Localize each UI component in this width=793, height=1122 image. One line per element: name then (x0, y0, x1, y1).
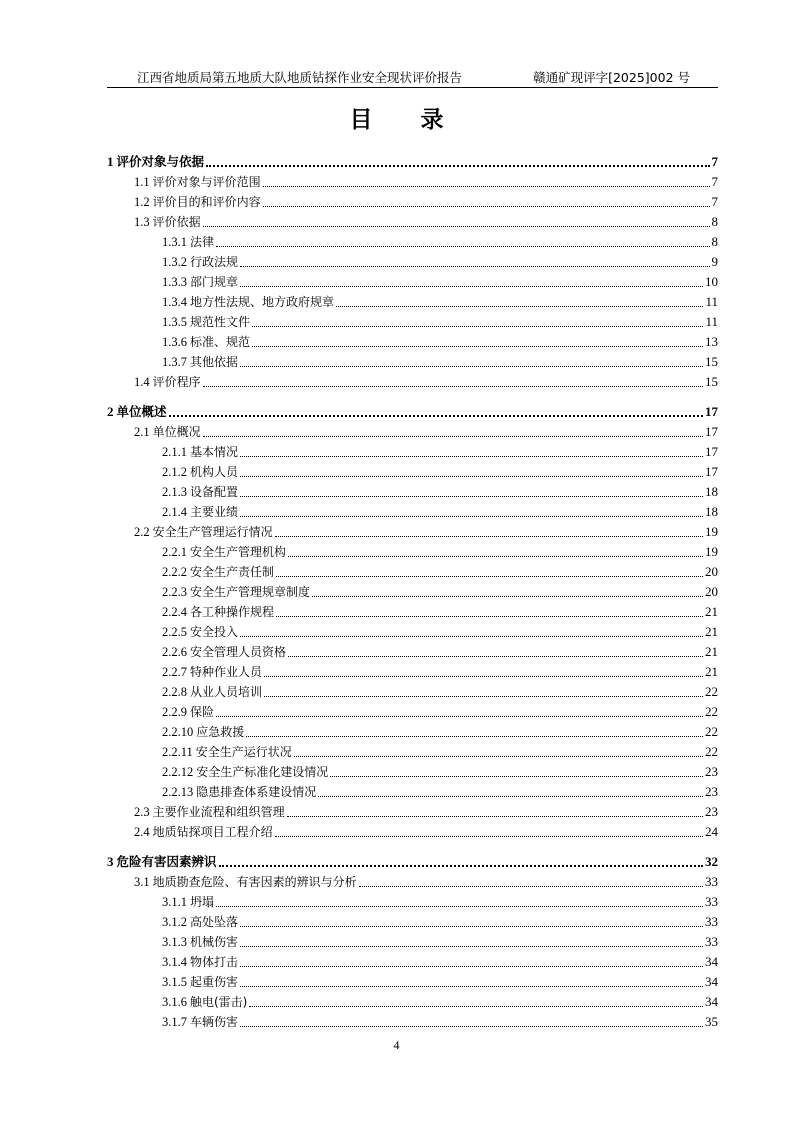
toc-entry-page: 20 (705, 564, 718, 579)
toc-entry-number: 1 (107, 154, 114, 169)
toc-entry[interactable] (107, 540, 718, 560)
toc-entry-number: 1.3 (134, 215, 150, 229)
toc-entry-number: 3.1.3 (162, 935, 187, 949)
toc-entry-page: 7 (711, 174, 718, 189)
toc-leader-dots (240, 985, 703, 987)
toc-leader-dots (288, 555, 703, 557)
toc-entry-number: 2.2.1 (162, 545, 187, 559)
toc-entry-title: 行政法规 (190, 255, 239, 269)
toc-entry-page: 34 (705, 974, 718, 989)
toc-entry-page: 18 (705, 484, 718, 499)
toc-entry[interactable] (107, 480, 718, 500)
toc-entry-number: 2.2.3 (162, 585, 187, 599)
toc-entry-title: 安全管理人员资格 (190, 645, 287, 659)
toc-entry-number: 1.3.7 (162, 355, 187, 369)
toc-entry-number: 2.2.7 (162, 665, 187, 679)
toc-entry-title: 起重伤害 (190, 975, 239, 989)
toc-entry-page: 23 (705, 764, 718, 779)
toc-entry-title: 保险 (190, 705, 215, 719)
toc-entry-number: 3.1.6 (162, 995, 187, 1009)
toc-leader-dots (240, 965, 703, 967)
toc-entry[interactable] (107, 660, 718, 680)
toc-entry-number: 3.1.4 (162, 955, 187, 969)
toc-leader-dots (203, 435, 703, 437)
toc-entry-number: 1.3.4 (162, 295, 187, 309)
toc-entry-page: 8 (711, 214, 718, 229)
toc-entry-title: 触电(雷击) (190, 995, 248, 1009)
toc-leader-dots (219, 864, 703, 867)
toc-entry-title: 安全生产标准化建设情况 (196, 765, 329, 779)
toc-leader-dots (294, 755, 703, 757)
toc-entry-page: 19 (705, 544, 718, 559)
toc-leader-dots (275, 535, 703, 537)
toc-entry-page: 17 (705, 424, 718, 439)
toc-entry-title: 车辆伤害 (190, 1015, 239, 1029)
toc-entry-page: 23 (705, 804, 718, 819)
toc-entry[interactable] (107, 350, 718, 370)
toc-entry-page: 22 (705, 684, 718, 699)
toc-entry-title: 评价依据 (152, 215, 201, 229)
toc-entry-page: 35 (705, 1014, 718, 1029)
toc-entry-page: 8 (711, 234, 718, 249)
toc-entry-number: 1.3.3 (162, 275, 187, 289)
toc-entry-number: 2.2.2 (162, 565, 187, 579)
toc-entry-title: 地方性法规、地方政府规章 (190, 295, 335, 309)
toc-leader-dots (240, 285, 703, 287)
toc-leader-dots (252, 325, 703, 327)
toc-entry-page: 21 (705, 624, 718, 639)
toc-entry[interactable] (107, 600, 718, 620)
toc-entry-title: 危险有害因素辨识 (116, 854, 217, 869)
toc-entry-page: 21 (705, 664, 718, 679)
toc-entry[interactable] (107, 950, 718, 970)
toc-entry[interactable] (107, 820, 718, 840)
toc-entry-number: 2.2.10 (162, 725, 194, 739)
toc-entry-title: 评价程序 (152, 375, 201, 389)
toc-entry-title: 应急救援 (196, 725, 245, 739)
toc-entry[interactable] (107, 310, 718, 330)
toc-entry-page: 15 (705, 354, 718, 369)
page-header (107, 68, 718, 88)
toc-leader-dots (249, 1005, 703, 1007)
toc-entry-page: 33 (705, 874, 718, 889)
toc-entry-page: 18 (705, 504, 718, 519)
toc-leader-dots (252, 345, 703, 347)
toc-entry-page: 33 (705, 914, 718, 929)
toc-entry-number: 2.2.6 (162, 645, 187, 659)
toc-leader-dots (216, 905, 703, 907)
toc-leader-dots (240, 265, 709, 267)
toc-leader-dots (240, 925, 703, 927)
toc-entry-title: 特种作业人员 (190, 665, 263, 679)
toc-leader-dots (240, 495, 703, 497)
toc-entry[interactable] (107, 580, 718, 600)
toc-entry-page: 17 (705, 444, 718, 459)
toc-entry[interactable] (107, 760, 718, 780)
toc-entry[interactable] (107, 190, 718, 210)
toc-entry-number: 3.1.2 (162, 915, 187, 929)
toc-leader-dots (359, 885, 703, 887)
toc-entry-number: 2.2.5 (162, 625, 187, 639)
page-number: 4 (393, 1038, 400, 1052)
toc-entry-title: 单位概述 (116, 404, 167, 419)
toc-entry[interactable] (107, 720, 718, 740)
toc-entry-number: 2.1.2 (162, 465, 187, 479)
toc-leader-dots (246, 735, 703, 737)
toc-entry-number: 1.3.2 (162, 255, 187, 269)
toc-entry-title: 机械伤害 (190, 935, 239, 949)
toc-entry[interactable] (107, 170, 718, 190)
toc-entry-page: 22 (705, 744, 718, 759)
toc-entry-title: 主要作业流程和组织管理 (152, 805, 285, 819)
toc-entry-number: 2.2.13 (162, 785, 194, 799)
toc-leader-dots (240, 1025, 703, 1027)
toc-entry-page: 23 (705, 784, 718, 799)
toc-entry-page: 11 (705, 294, 718, 309)
toc-entry-number: 2.2.12 (162, 765, 194, 779)
toc-entry-number: 1.1 (134, 175, 150, 189)
toc-entry-title: 基本情况 (190, 445, 239, 459)
toc-entry[interactable] (107, 640, 718, 660)
toc-entry[interactable] (107, 1010, 718, 1030)
toc-entry-title: 部门规章 (190, 275, 239, 289)
toc-entry-page: 17 (705, 404, 718, 419)
toc-entry-page: 22 (705, 704, 718, 719)
header-report-number: 赣通矿现评字[2025]002 号 (533, 70, 690, 85)
toc-entry-page: 7 (711, 194, 718, 209)
toc-entry-title: 安全投入 (190, 625, 239, 639)
toc-entry-number: 1.4 (134, 375, 150, 389)
toc-entry-title: 机构人员 (190, 465, 239, 479)
toc-entry-page: 7 (711, 154, 718, 169)
toc-entry-title: 隐患排查体系建设情况 (196, 785, 317, 799)
toc-entry-number: 3.1.7 (162, 1015, 187, 1029)
toc-entry[interactable] (107, 150, 718, 170)
toc-entry-page: 34 (705, 954, 718, 969)
toc-entry[interactable] (107, 250, 718, 270)
toc-entry[interactable] (107, 930, 718, 950)
toc-entry-page: 20 (705, 584, 718, 599)
toc-entry[interactable] (107, 520, 718, 540)
toc-entry[interactable] (107, 210, 718, 230)
toc-entry-number: 3.1.1 (162, 895, 187, 909)
toc-entry[interactable] (107, 680, 718, 700)
toc-entry-number: 3.1 (134, 875, 150, 889)
toc-entry[interactable] (107, 290, 718, 310)
toc-entry-number: 2.3 (134, 805, 150, 819)
toc-entry-number: 1.3.6 (162, 335, 187, 349)
toc-entry-title: 设备配置 (190, 485, 239, 499)
toc-entry-title: 法律 (190, 235, 215, 249)
toc-entry-number: 2.1 (134, 425, 150, 439)
toc-entry-title: 安全生产管理机构 (190, 545, 287, 559)
toc-entry-number: 1.2 (134, 195, 150, 209)
toc-leader-dots (206, 164, 709, 167)
toc-entry[interactable] (107, 990, 718, 1010)
toc-entry[interactable] (107, 800, 718, 820)
toc-leader-dots (275, 835, 703, 837)
toc-entry-page: 19 (705, 524, 718, 539)
toc-entry[interactable] (107, 440, 718, 460)
toc-entry-page: 32 (705, 854, 718, 869)
toc-leader-dots (312, 595, 703, 597)
toc-leader-dots (276, 575, 703, 577)
toc-leader-dots (263, 185, 710, 187)
toc-entry-page: 11 (705, 314, 718, 329)
toc-entry-title: 坍塌 (190, 895, 215, 909)
toc-entry-page: 22 (705, 724, 718, 739)
toc-entry[interactable] (107, 270, 718, 290)
toc-entry[interactable] (107, 890, 718, 910)
toc-leader-dots (330, 775, 703, 777)
toc-leader-dots (203, 385, 703, 387)
toc-leader-dots (169, 414, 703, 417)
toc-leader-dots (240, 455, 703, 457)
toc-entry[interactable] (107, 700, 718, 720)
toc-entry-number: 1.3.5 (162, 315, 187, 329)
toc-entry[interactable] (107, 500, 718, 520)
toc-entry-number: 2.1.3 (162, 485, 187, 499)
toc-leader-dots (318, 795, 703, 797)
toc-entry-number: 2.1.1 (162, 445, 187, 459)
toc-entry-title: 评价对象与评价范围 (152, 175, 261, 189)
toc-entry[interactable] (107, 560, 718, 580)
toc-entry-title: 其他依据 (190, 355, 239, 369)
toc-entry-number: 2.2.9 (162, 705, 187, 719)
toc-entry[interactable] (107, 740, 718, 760)
toc-entry[interactable] (107, 870, 718, 890)
toc-entry[interactable] (107, 370, 718, 390)
toc-entry[interactable] (107, 910, 718, 930)
toc-entry-title: 安全生产运行状况 (195, 745, 292, 759)
header-report-title: 江西省地质局第五地质大队地质钻探作业安全现状评价报告 (137, 70, 463, 85)
toc-leader-dots (240, 635, 703, 637)
toc-entry-number: 3 (107, 854, 114, 869)
toc-leader-dots (240, 365, 703, 367)
toc-entry-title: 物体打击 (190, 955, 239, 969)
toc-entry-page: 10 (705, 274, 718, 289)
toc-entry-number: 3.1.5 (162, 975, 187, 989)
page-title: 目 录 (349, 107, 464, 133)
toc-entry-number: 2.4 (134, 825, 150, 839)
toc-entry[interactable] (107, 330, 718, 350)
toc-entry-title: 各工种操作规程 (190, 605, 275, 619)
toc-leader-dots (240, 475, 703, 477)
toc-leader-dots (264, 695, 703, 697)
toc-entry[interactable] (107, 970, 718, 990)
toc-entry-title: 规范性文件 (190, 315, 251, 329)
toc-entry-page: 21 (705, 604, 718, 619)
toc-entry[interactable] (107, 400, 718, 420)
toc-entry-page: 33 (705, 894, 718, 909)
toc-entry-page: 13 (705, 334, 718, 349)
toc-entry-title: 单位概况 (152, 425, 201, 439)
toc-entry-number: 2.1.4 (162, 505, 187, 519)
toc-entry[interactable] (107, 230, 718, 250)
toc-entry-page: 24 (705, 824, 718, 839)
toc-entry[interactable] (107, 420, 718, 440)
toc-entry-number: 1.3.1 (162, 235, 187, 249)
toc-entry-title: 评价对象与依据 (116, 154, 205, 169)
toc-entry[interactable] (107, 460, 718, 480)
toc-entry[interactable] (107, 850, 718, 870)
toc-entry-page: 21 (705, 644, 718, 659)
toc-entry-title: 地质钻探项目工程介绍 (152, 825, 273, 839)
toc-entry-page: 15 (705, 374, 718, 389)
toc-leader-dots (216, 245, 709, 247)
toc-entry-title: 高处坠落 (190, 915, 239, 929)
toc-entry-number: 2.2 (134, 525, 150, 539)
toc-leader-dots (263, 205, 710, 207)
toc-entry-number: 2.2.8 (162, 685, 187, 699)
toc-entry-title: 安全生产责任制 (190, 565, 275, 579)
toc-entry-title: 地质勘查危险、有害因素的辨识与分析 (152, 875, 357, 889)
toc-entry-title: 评价目的和评价内容 (152, 195, 261, 209)
toc-entry-number: 2.2.4 (162, 605, 187, 619)
toc-entry-number: 2.2.11 (162, 745, 193, 759)
toc-entry-page: 17 (705, 464, 718, 479)
toc-leader-dots (203, 225, 710, 227)
toc-leader-dots (240, 515, 703, 517)
toc-leader-dots (264, 675, 703, 677)
toc-entry-title: 安全生产管理运行情况 (152, 525, 273, 539)
toc-leader-dots (287, 815, 703, 817)
toc-entry-title: 安全生产管理规章制度 (190, 585, 311, 599)
toc-entry-number: 2 (107, 404, 114, 419)
toc-entry[interactable] (107, 780, 718, 800)
toc-entry-title: 标准、规范 (190, 335, 251, 349)
toc-entry-page: 9 (711, 254, 718, 269)
toc-entry-page: 34 (705, 994, 718, 1009)
toc-leader-dots (216, 715, 703, 717)
toc-leader-dots (288, 655, 703, 657)
toc-entry-title: 主要业绩 (190, 505, 239, 519)
toc-leader-dots (240, 945, 703, 947)
toc-leader-dots (276, 615, 703, 617)
toc-leader-dots (336, 305, 703, 307)
toc-entry[interactable] (107, 620, 718, 640)
toc-entry-page: 33 (705, 934, 718, 949)
toc-entry-title: 从业人员培训 (190, 685, 263, 699)
